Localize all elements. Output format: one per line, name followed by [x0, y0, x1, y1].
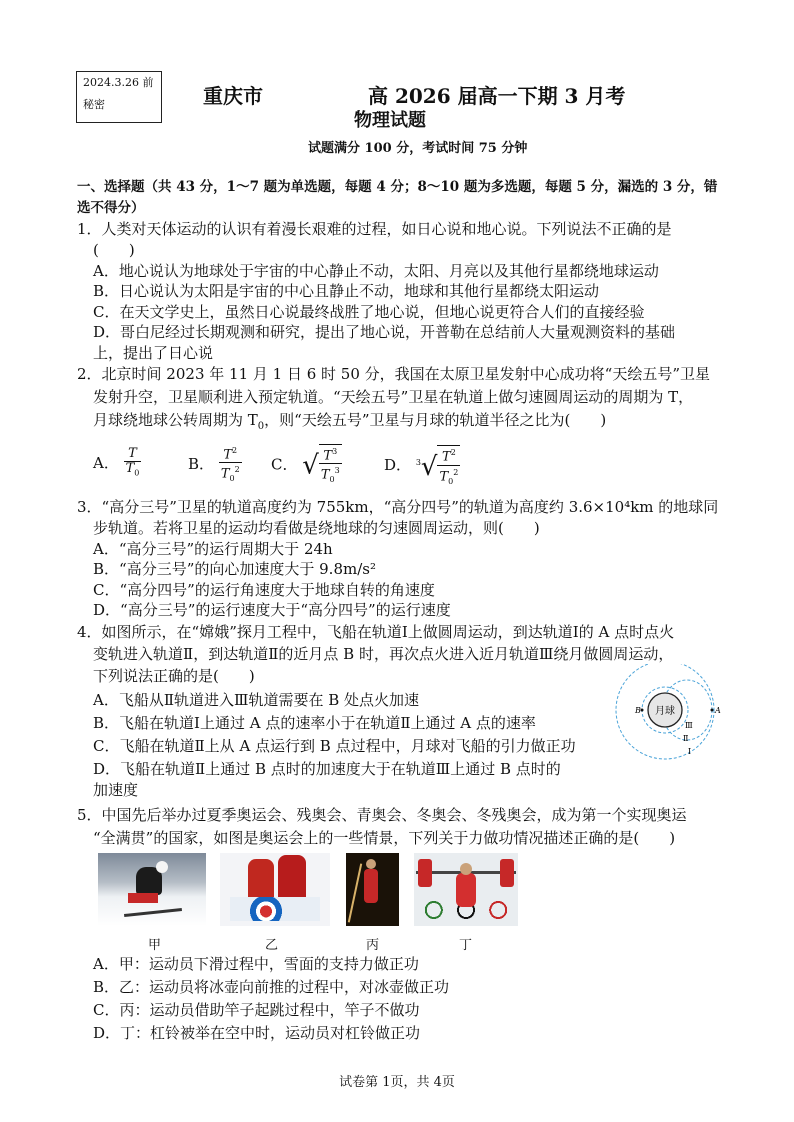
caption-yi: 乙	[265, 938, 279, 953]
q4-option-b: B．飞船在轨道Ⅰ上通过 A 点的速率小于在轨道Ⅱ上通过 A 点的速率	[93, 714, 536, 732]
q3-option-b: B．“高分三号”的向心加速度大于 9.8m/s²	[93, 560, 376, 578]
exam-note: 试题满分 100 分，考试时间 75 分钟	[308, 141, 528, 156]
photo-ding-weightlifting	[414, 853, 518, 926]
fraction-t-over-t0: $\frac{T}{T_0}$	[125, 446, 140, 478]
q1-stem: 1．人类对天体运动的认识有着漫长艰难的过程，如日心说和地心说。下列说法不正确的是	[77, 220, 672, 238]
page-footer: 试卷第 1页，共 4页	[339, 1075, 455, 1090]
q2-option-a: A． $\frac{T}{T_0}$	[93, 444, 141, 482]
q4-option-c: C．飞船在轨道Ⅱ上从 A 点运行到 B 点过程中，月球对飞船的引力做正功	[93, 737, 576, 755]
q1-option-b: B．日心说认为太阳是宇宙的中心且静止不动，地球和其他行星都绕太阳运动	[93, 282, 600, 300]
q1-option-a: A．地心说认为地球处于宇宙的中心静止不动，太阳、月亮以及其他行星都绕地球运动	[93, 262, 659, 280]
q1-option-d-cont: 上，提出了日心说	[93, 344, 214, 362]
fraction-t2-over-t02: $\frac{T^2}{T_0^2}$	[220, 446, 240, 484]
q2-option-b: B． $\frac{T^2}{T_0^2}$	[188, 444, 242, 486]
label-a: A	[715, 706, 721, 715]
q3-option-a: A．“高分三号”的运行周期大于 24h	[93, 540, 333, 558]
q3-option-d: D．“高分三号”的运行速度大于“高分四号”的运行速度	[93, 601, 451, 619]
label-iii: Ⅲ	[685, 721, 693, 730]
orbit-diagram	[615, 664, 725, 764]
label-ii: Ⅱ	[683, 734, 689, 743]
q2-option-c: C． √ $\frac{T^3}{T_0^3}$	[271, 444, 342, 487]
q4-option-d: D．飞船在轨道Ⅱ上通过 B 点时的加速度大于在轨道Ⅲ上通过 B 点时的	[93, 760, 561, 778]
photo-jia-skier	[98, 853, 206, 926]
q5-option-c: C．丙：运动员借助竿子起跳过程中，竿子不做功	[93, 1001, 420, 1019]
exam-title: 高 2026 届高一下期 3 月考	[368, 84, 626, 108]
q5-option-d: D．丁：杠铃被举在空中时，运动员对杠铃做正功	[93, 1024, 421, 1042]
q3-option-c: C．“高分四号”的运行角速度大于地球自转的角速度	[93, 581, 435, 599]
q5-option-b: B．乙：运动员将冰壶向前推的过程中，对冰壶做正功	[93, 978, 450, 996]
city-title: 重庆市	[203, 84, 263, 108]
moon-label: 月球	[655, 706, 675, 717]
caption-ding: 丁	[459, 938, 473, 953]
label-b: B	[635, 706, 641, 715]
point-a	[711, 709, 714, 712]
q3-stem-2: 步轨道。若将卫星的运动均看做是绕地球的匀速圆周运动，则( )	[93, 519, 540, 537]
q2-stem-2: 发射升空，卫星顺利进入预定轨道。“天绘五号”卫星在轨道上做匀速圆周运动的周期为 T，	[93, 388, 694, 406]
q1-paren: ( )	[93, 241, 135, 259]
q4-stem-3: 下列说法正确的是( )	[93, 667, 255, 685]
confidential-stamp	[76, 71, 162, 123]
section-heading-cont: 选不得分）	[77, 200, 145, 216]
q4-stem-2: 变轨进入轨道Ⅱ，到达轨道Ⅱ的近月点 B 时，再次点火进入近月轨道Ⅲ绕月做圆周运动，	[93, 645, 674, 663]
q1-option-c: C．在天文学史上，虽然日心说最终战胜了地心说，但地心说更符合人们的直接经验	[93, 303, 645, 321]
stamp-secret: 秘密	[83, 98, 105, 111]
q4-option-d-cont: 加速度	[93, 781, 139, 799]
q4-stem: 4．如图所示，在“嫦娥”探月工程中，飞船在轨道Ⅰ上做圆周运动，到达轨道Ⅰ的 A 点时点火	[77, 623, 675, 641]
q2-stem-3: 月球绕地球公转周期为 $T_0$，则“天绘五号”卫星与月球的轨道半径之比为( )	[93, 411, 607, 432]
subject-title: 物理试题	[354, 110, 426, 131]
cuberoot-t2-over-t02: $^3$√ $\frac{T^2}{T_0^2}$	[416, 444, 461, 488]
q5-stem-2: “全满贯”的国家，如图是奥运会上的一些情景，下列关于力做功情况描述正确的是( )	[93, 829, 676, 847]
q2-option-d: D． $^3$√ $\frac{T^2}{T_0^2}$	[384, 444, 460, 488]
sqrt-t3-over-t03: √ $\frac{T^3}{T_0^3}$	[302, 444, 341, 487]
caption-bing: 丙	[366, 938, 380, 953]
point-b	[641, 709, 644, 712]
stamp-date: 2024.3.26 前	[83, 76, 154, 89]
label-i: Ⅰ	[688, 747, 692, 756]
caption-jia: 甲	[148, 938, 162, 953]
q5-option-a: A．甲：运动员下滑过程中，雪面的支持力做正功	[93, 955, 419, 973]
q5-stem: 5．中国先后举办过夏季奥运会、残奥会、青奥会、冬奥会、冬残奥会，成为第一个实现奥运	[77, 806, 687, 824]
photo-yi-curling	[220, 853, 330, 926]
section-heading: 一、选择题（共 43 分，1～7 题为单选题，每题 4 分；8～10 题为多选题，每题 5 分，漏选的 3 分，错	[77, 179, 718, 195]
q1-option-d: D．哥白尼经过长期观测和研究，提出了地心说，开普勒在总结前人大量观测资料的基础	[93, 323, 676, 341]
q2-stem: 2．北京时间 2023 年 11 月 1 日 6 时 50 分，我国在太原卫星发射中心成功将“天绘五号”卫星	[77, 365, 710, 383]
photo-bing-pole-vault	[346, 853, 399, 926]
q3-stem: 3．“高分三号”卫星的轨道高度约为 755km，“高分四号”的轨道为高度约 3.6×10⁴km 的地球同	[77, 498, 719, 516]
q4-option-a: A．飞船从Ⅱ轨道进入Ⅲ轨道需要在 B 处点火加速	[93, 691, 420, 709]
